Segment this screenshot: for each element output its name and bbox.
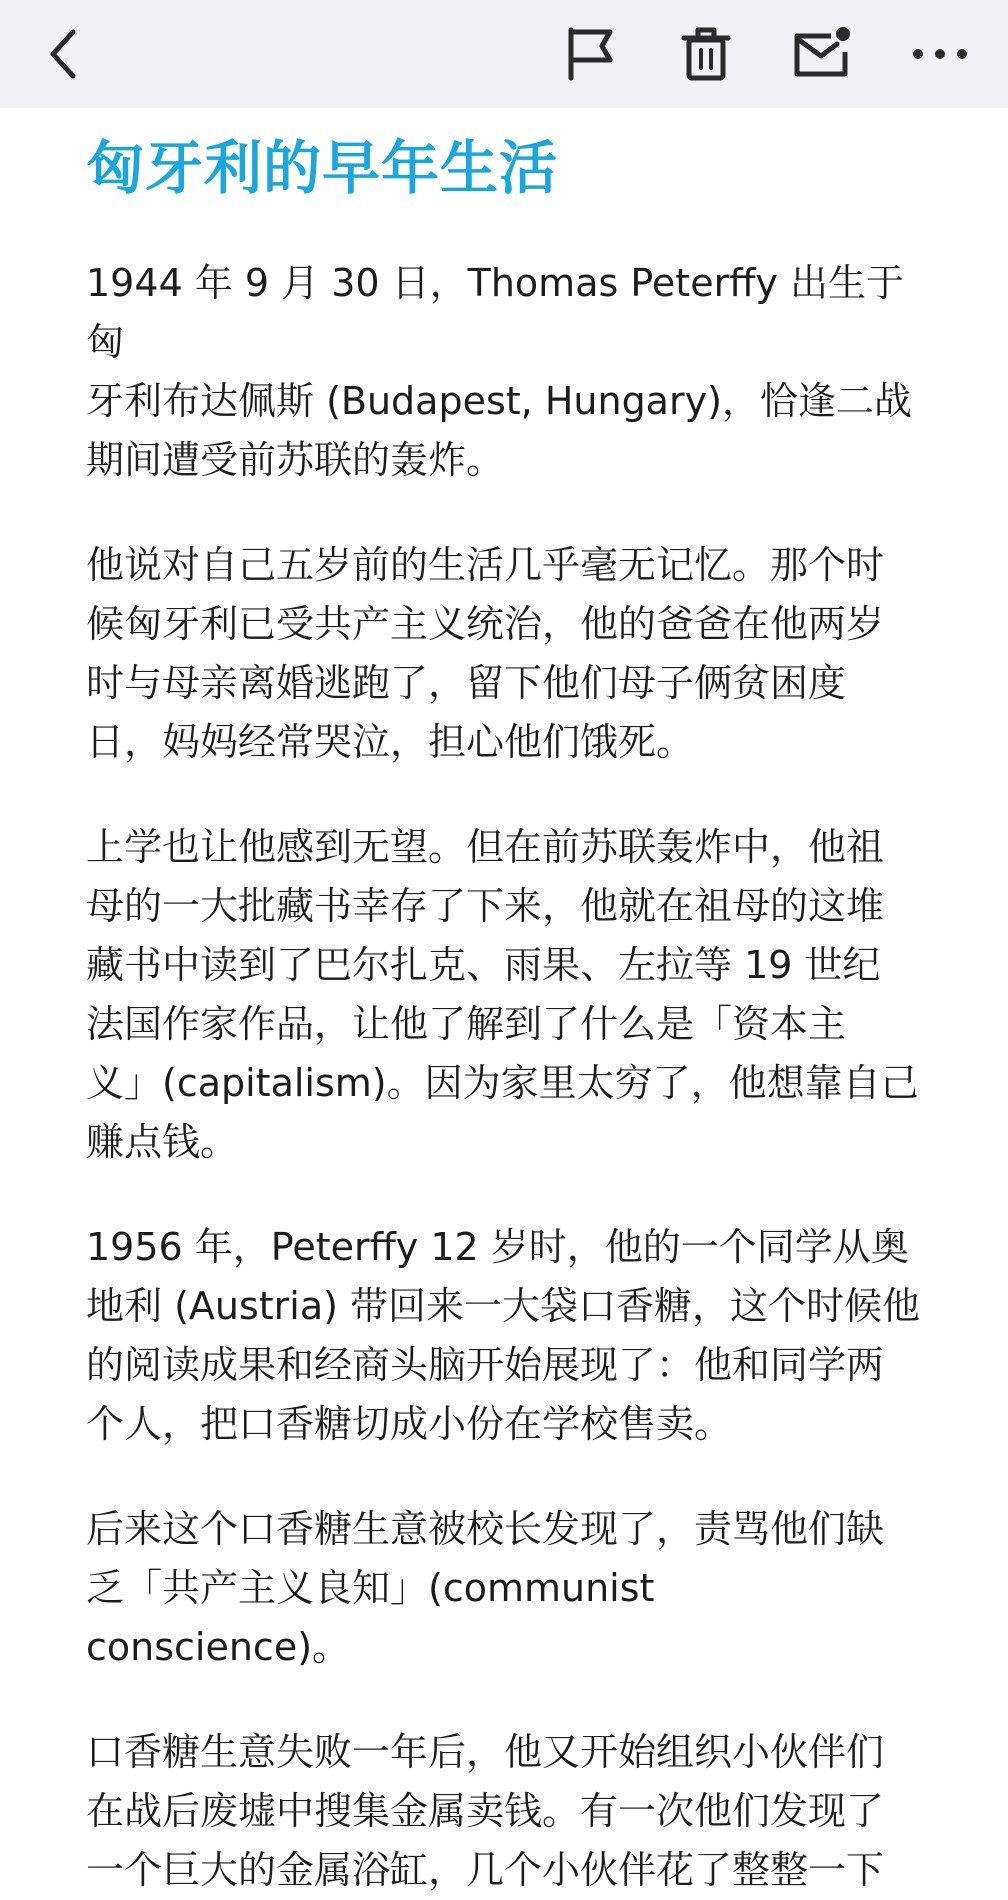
chevron-left-icon: [41, 24, 91, 84]
top-toolbar: [0, 0, 1008, 108]
mark-unread-button[interactable]: [782, 14, 862, 94]
paragraph-1: 1944 年 9 月 30 日，Thomas Peterffy 出生于匈 牙利布达佩斯 (Budapest, Hungary)，恰逢二战 期间遭受前苏联的轰炸。: [86, 261, 912, 482]
paragraph-2: 他说对自己五岁前的生活几乎毫无记忆。那个时 候匈牙利已受共产主义统治，他的爸爸在他两岁 时与母亲离婚逃跑了，留下他们母子俩贫困度 日，妈妈经常哭泣，担心他们饿死。: [86, 543, 885, 764]
paragraph-3: 上学也让他感到无望。但在前苏联轰炸中，他祖 母的一大批藏书幸存了下来，他就在祖母的这堆 藏书中读到了巴尔扎克、雨果、左拉等 19 世纪 法国作家作品，让他了解到了什么是「资本主 义」(capitalism)。因为家里太穷了，他想靠自己 赚点钱。: [86, 825, 919, 1164]
paragraph-6: 口香糖生意失败一年后，他又开始组织小伙伴们 在战后废墟中搜集金属卖钱。有一次他们发现了 一个巨大的金属浴缸，几个小伙伴花了整整一下: [86, 1730, 885, 1892]
more-button[interactable]: [900, 14, 980, 94]
more-horizontal-icon: [908, 44, 972, 64]
paragraph-5: 后来这个口香糖生意被校长发现了，责骂他们缺 乏「共产主义良知」(communist conscience)。: [86, 1507, 885, 1669]
mail-unread-icon: [791, 24, 853, 84]
delete-button[interactable]: [666, 14, 746, 94]
flag-icon: [562, 24, 618, 84]
flag-button[interactable]: [550, 14, 630, 94]
trash-icon: [680, 24, 732, 84]
article-body: [86, 108, 922, 1892]
paragraph-4: 1956 年，Peterffy 12 岁时，他的一个同学从奥 地利 (Austria) 带回来一大袋口香糖，这个时候他 的阅读成果和经商头脑开始展现了：他和同学两 个人，把口香糖切成小份在学校售卖。: [86, 1225, 921, 1446]
back-button[interactable]: [26, 14, 106, 94]
article-title: 匈牙利的早年生活: [86, 134, 559, 202]
